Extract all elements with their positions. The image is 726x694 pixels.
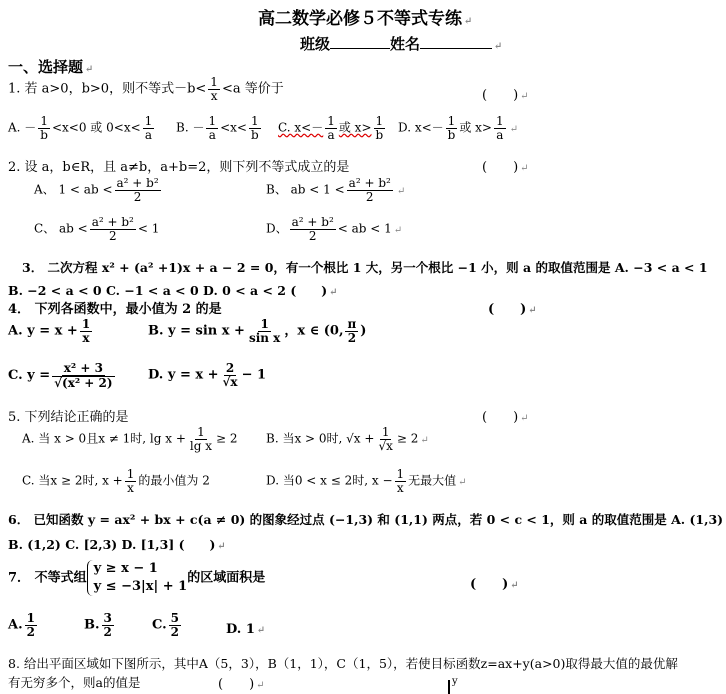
q3-options[interactable]: B. −2 < a < 0 C. −1 < a < 0 D. 0 < a < 2 ( ) ↵ [8, 283, 338, 298]
q8-answer-blank[interactable]: ( ) ↵ [218, 677, 265, 692]
q7-option-d[interactable]: D. 1 ↵ [226, 622, 266, 637]
q2-answer-blank[interactable]: ( ) ↵ [482, 160, 529, 175]
q1-option-a[interactable]: A. － $\frac{1}{b}$ <x<0 或 0<x< $\frac{1}{a}$ [8, 114, 153, 142]
q2-option-b[interactable]: B、 ab < 1 < $\frac{\text{a² + b²}}{2}$ ↵ [266, 176, 406, 204]
q5-option-d[interactable]: D. 当0 < x ≤ 2时, x − $\frac{1}{x}$ 无最大值 ↵ [266, 467, 467, 495]
q7-option-a[interactable]: A. $\frac{1}{2}$ [8, 611, 35, 639]
q8-stem-line2: 有无穷多个，则a的值是 [8, 675, 141, 690]
q8-stem: 8. 给出平面区域如下图所示，其中A（5，3），B（1，1），C（1，5），若使目标函数z=ax+y(a>0)取得最大值的最优解 [8, 656, 678, 671]
q4-option-c[interactable]: C. y = $\frac{\text{x² + 3}}{\text{√(x² + 2)}}$ [8, 361, 113, 390]
name-blank[interactable] [420, 48, 492, 49]
inequality-system: y ≥ x − 1 y ≤ −3|x| + 1 [87, 560, 188, 596]
page-title: 高二数学必修５不等式专练 ↵ [258, 9, 473, 29]
q4-option-a[interactable]: A. y = x + $\frac{1}{x}$ [8, 317, 91, 345]
q5-option-c[interactable]: C. 当x ≥ 2时, x + $\frac{1}{x}$ 的最小值为 2 [22, 467, 210, 495]
q6-options[interactable]: B. (1,2) C. [2,3) D. [1,3] ( ) ↵ [8, 537, 226, 552]
q1-stem: 1. 若 a>0，b>0，则不等式－b< $\frac{1}{x}$ <a 等价于 [8, 75, 284, 103]
q1-option-c[interactable]: C. x<－ $\frac{1}{a}$ 或 x> $\frac{1}{b}$ [278, 114, 384, 142]
q4-option-d[interactable]: D. y = x + $\frac{2}{√x}$ − 1 [148, 361, 267, 389]
q2-option-a[interactable]: A、 1 < ab < $\frac{\text{a² + b²}}{2}$ [34, 176, 159, 204]
q6-stem: 6． 已知函数 y = ax² + bx + c(a ≠ 0) 的图象经过点 (−1,3) 和 (1,1) 两点，若 0 < c < 1，则 a 的取值范围是 A. (1,3) [8, 512, 724, 527]
q5-stem: 5. 下列结论正确的是 [8, 410, 129, 425]
q7-option-b[interactable]: B. $\frac{3}{2}$ [84, 611, 112, 639]
section-heading: 一、选择题 ↵ [8, 58, 94, 76]
q7-answer-blank[interactable]: ( ) ↵ [470, 577, 519, 592]
q2-option-d[interactable]: D、 $\frac{\text{a² + b²}}{2}$ < ab < 1 ↵ [266, 215, 403, 243]
q4-stem: 4． 下列各函数中，最小值为 2 的是 [8, 302, 222, 317]
q4-answer-blank[interactable]: ( ) ↵ [488, 302, 537, 317]
q1-answer-blank[interactable]: ( ) ↵ [482, 88, 529, 103]
q1-option-d[interactable]: D. x<－ $\frac{1}{b}$ 或 x> $\frac{1}{a}$ ↵ [398, 114, 519, 142]
q7-stem: 7． 不等式组 y ≥ x − 1 y ≤ −3|x| + 1 的区域面积是 [8, 560, 265, 596]
q2-option-c[interactable]: C、 ab < $\frac{\text{a² + b²}}{2}$ < 1 [34, 215, 160, 243]
q4-option-b[interactable]: B. y = sin x + $\frac{1}{\text{sin x}}$ ，x ∈ (0, $\frac{\pi}{2}$ ) [148, 317, 367, 345]
class-name-line: 班级 姓名 ↵ [300, 35, 503, 53]
class-blank[interactable] [330, 48, 390, 49]
q1-option-b[interactable]: B. － $\frac{1}{a}$ <x< $\frac{1}{b}$ [176, 114, 259, 142]
y-axis-line [448, 680, 450, 694]
q5-option-a[interactable]: A. 当 x > 0且x ≠ 1时, lg x + $\frac{1}{\text{lg x}}$ ≥ 2 [22, 425, 238, 453]
q5-option-b[interactable]: B. 当x > 0时, √x + $\frac{1}{√x}$ ≥ 2 ↵ [266, 425, 429, 453]
y-axis-label: y [452, 676, 458, 687]
q3-stem: 3． 二次方程 x² + (a² +1)x + a − 2 = 0，有一个根比 1 大，另一个根比 −1 小，则 a 的取值范围是 A. −3 < a < 1 [22, 260, 708, 275]
q2-stem: 2. 设 a，b∈R，且 a≠b，a+b=2，则下列不等式成立的是 [8, 160, 350, 175]
q7-option-c[interactable]: C. $\frac{5}{2}$ [152, 611, 180, 639]
q5-answer-blank[interactable]: ( ) ↵ [482, 410, 529, 425]
